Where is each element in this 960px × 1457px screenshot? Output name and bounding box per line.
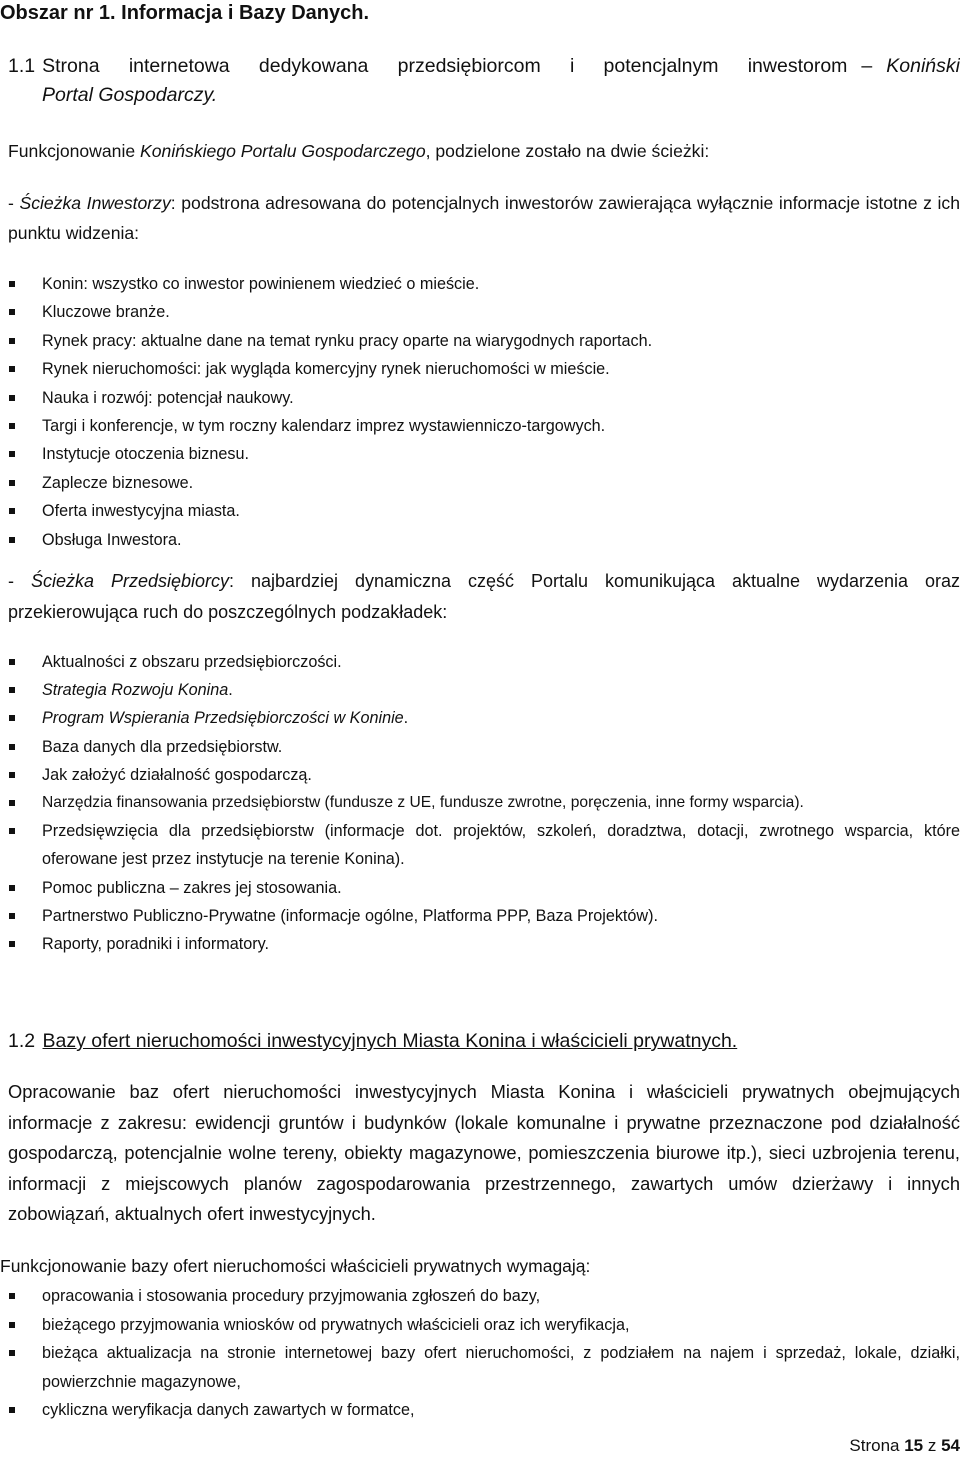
section-1-2-paragraph: Opracowanie baz ofert nieruchomości inwestycyjnych Miasta Konina i właścicieli prywatnych obejmujących informacje z zakresu: ewidencji gruntów i budynków (lokale komunalne i prywatne przeznaczone pod działalność gospodarczą, potencjalnie wolne tereny, obiekty magazynowe, pomieszczenia biurowe itp.), sieci uzbrojenia terenu, informacji z miejscowych planów zagospodarowania przestrzennego, zawartych umów dzierżawy i innych zobowiązań, aktualnych ofert inwestycyjnych. <box>8 1081 960 1225</box>
path2-italic: Ścieżka Przedsiębiorcy <box>30 571 230 591</box>
entrepreneurs-path-paragraph <box>8 566 960 628</box>
list-item: Raporty, poradniki i informatory. <box>0 930 960 958</box>
intro-paragraph <box>8 136 960 166</box>
list-item: Aktualności z obszaru przedsiębiorczości. <box>0 648 960 676</box>
list-item: Kluczowe branże. <box>0 298 960 326</box>
section-1-2-number: 1.2 <box>8 1030 36 1052</box>
intro-text-b: , podzielone zostało na dwie ścieżki: <box>425 141 710 161</box>
section-1-1-title-italic2: Portal Gospodarczy. <box>42 84 218 106</box>
list-item: opracowania i stosowania procedury przyjmowania zgłoszeń do bazy, <box>0 1282 960 1311</box>
path1-dash: - <box>8 193 20 213</box>
list-item: Obsługa Inwestora. <box>0 526 960 554</box>
path1-italic: Ścieżka Inwestorzy <box>19 193 171 213</box>
list-item: Oferta inwestycyjna miasta. <box>0 497 960 525</box>
list-item: Nauka i rozwój: potencjał naukowy. <box>0 384 960 412</box>
list-item-end: . <box>403 709 409 728</box>
list-item-end: . <box>228 681 233 700</box>
page-number <box>849 1436 960 1456</box>
section-1-2-title <box>8 1026 960 1056</box>
list-item <box>0 704 960 732</box>
path2-dash: - <box>8 571 31 591</box>
list-item: bieżącego przyjmowania wniosków od prywatnych właścicieli oraz ich weryfikacja, <box>0 1311 960 1340</box>
page-separator: z <box>923 1436 942 1455</box>
path1-text: : podstrona adresowana do potencjalnych inwestorów zawierająca wyłącznie informacje istotne z ich punktu widzenia: <box>8 193 960 243</box>
list-item: Zaplecze biznesowe. <box>0 469 960 497</box>
list-item: Przedsięwzięcia dla przedsiębiorstw (informacje dot. projektów, szkoleń, doradztwa, dotacji, zwrotnego wsparcia, które oferowane jest przez instytucje na terenie Konina). <box>0 817 960 873</box>
list-item: cykliczna weryfikacja danych zawartych w formatce, <box>0 1396 960 1425</box>
intro-text-a: Funkcjonowanie <box>8 141 141 161</box>
list-item: bieżąca aktualizacja na stronie internetowej bazy ofert nieruchomości, z podziałem na najem i sprzedaż, lokale, działki, powierzchnie magazynowe, <box>0 1339 960 1396</box>
list-item-italic: Program Wspierania Przedsiębiorczości w Koninie <box>42 709 404 728</box>
section-1-1-dash: – <box>861 55 873 77</box>
investors-path-paragraph <box>8 188 960 248</box>
path2-text: : najbardziej dynamiczna część Portalu komunikująca aktualne wydarzenia oraz przekierowująca ruch do poszczególnych podzakładek: <box>8 571 960 622</box>
entrepreneur-items-list <box>0 648 960 958</box>
investor-items-list <box>0 270 960 554</box>
requirements-list <box>0 1282 960 1425</box>
requirements-intro: Funkcjonowanie bazy ofert nieruchomości właścicieli prywatnych wymagają: <box>0 1256 591 1276</box>
list-item-italic: Strategia Rozwoju Konina <box>42 681 229 700</box>
section-1-1-title-italic1: Koniński <box>886 55 960 77</box>
list-item: Rynek pracy: aktualne dane na temat rynku pracy oparte na wiarygodnych raportach. <box>0 327 960 355</box>
list-item: Narzędzia finansowania przedsiębiorstw (fundusze z UE, fundusze zwrotne, poręczenia, inne formy wsparcia). <box>0 789 960 817</box>
section-1-1-title-line1: Strona internetowa dedykowana przedsiębiorcom i potencjalnym inwestorom <box>42 55 848 77</box>
total-pages: 54 <box>941 1436 960 1455</box>
section-1-1-number: 1.1 <box>8 55 36 77</box>
document-heading: Obszar nr 1. Informacja i Bazy Danych. <box>0 2 370 24</box>
list-item: Instytucje otoczenia biznesu. <box>0 440 960 468</box>
list-item: Partnerstwo Publiczno-Prywatne (informacje ogólne, Platforma PPP, Baza Projektów). <box>0 902 960 930</box>
section-1-2-title-text: Bazy ofert nieruchomości inwestycyjnych Miasta Konina i właścicieli prywatnych. <box>42 1030 738 1052</box>
current-page: 15 <box>904 1436 924 1455</box>
list-item: Baza danych dla przedsiębiorstw. <box>0 733 960 761</box>
intro-italic: Konińskiego Portalu Gospodarczego <box>140 141 426 161</box>
list-item: Targi i konferencje, w tym roczny kalendarz imprez wystawienniczo-targowych. <box>0 412 960 440</box>
list-item: Jak założyć działalność gospodarczą. <box>0 761 960 789</box>
list-item: Rynek nieruchomości: jak wygląda komercyjny rynek nieruchomości w mieście. <box>0 355 960 383</box>
section-1-1-title <box>8 52 960 110</box>
list-item <box>0 676 960 704</box>
list-item: Pomoc publiczna – zakres jej stosowania. <box>0 874 960 902</box>
page-label: Strona <box>849 1436 905 1455</box>
list-item: Konin: wszystko co inwestor powinienem wiedzieć o mieście. <box>0 270 960 298</box>
